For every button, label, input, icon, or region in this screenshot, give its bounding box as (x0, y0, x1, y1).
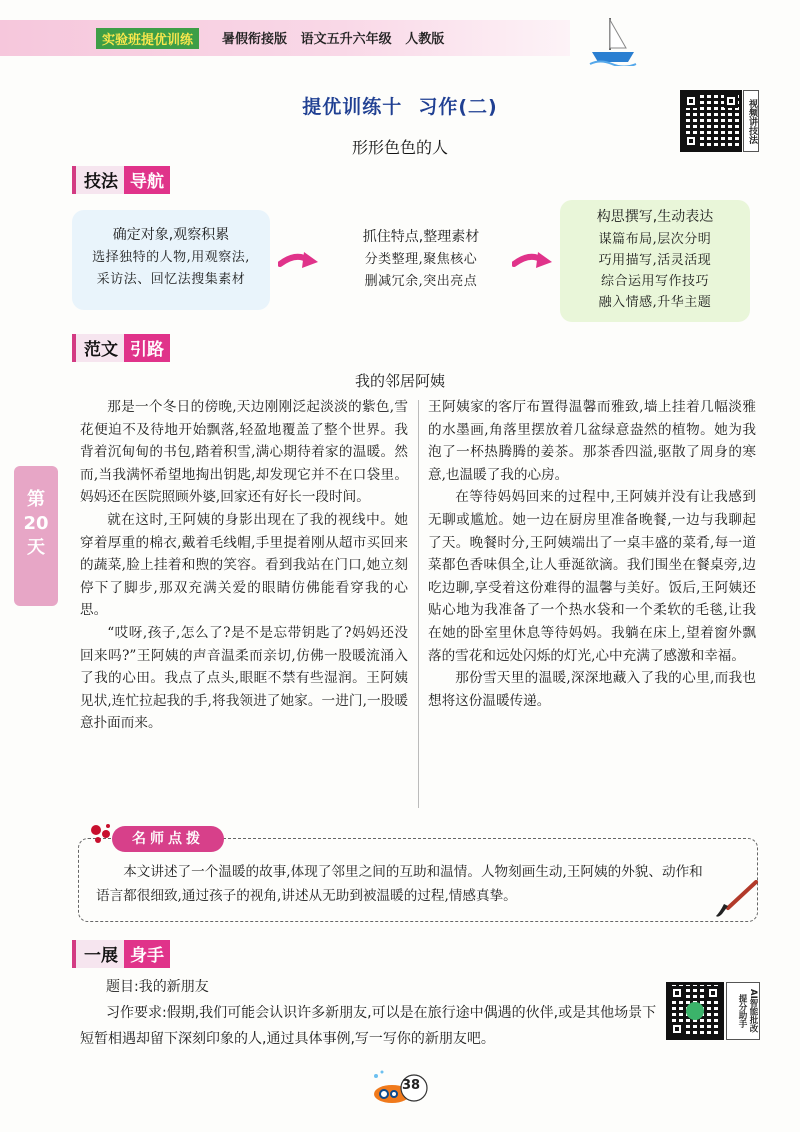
article-paragraph: 王阿姨家的客厅布置得温馨而雅致,墙上挂着几幅淡雅的水墨画,角落里摆放着几盆绿意盎然的植物。她为我泡了一杯热腾腾的姜茶。那茶香四溢,驱散了周身的寒意,也温暖了我的心房。 (428, 399, 756, 483)
column-divider (418, 400, 419, 808)
article-paragraph: 那是一个冬日的傍晚,天边刚刚泛起淡淡的紫色,雪花便迫不及待地开始飘落,轻盈地覆盖了整个世界。我背着沉甸甸的书包,踏着积雪,满心期待着家的温暖。然而,当我满怀希望地掏出钥匙,却发现它并不在口袋里。妈妈还在医院照顾外婆,回家还有好长一段时间。 (80, 399, 408, 506)
header-info (222, 28, 444, 47)
section-model-header: 范文 引路 (72, 334, 170, 362)
arrow-right-icon (278, 248, 320, 272)
sailboat-icon (588, 14, 638, 66)
flow-step-1 (72, 210, 270, 310)
flow-step-line: 分类整理,聚焦核心 (364, 252, 478, 267)
flow-step-line: 谋篇布局,层次分明 (598, 232, 712, 247)
submarine-icon (370, 1068, 430, 1108)
article-paragraph: 那份雪天里的温暖,深深地藏入了我的心里,而我也想将这份温暖传递。 (428, 670, 756, 709)
flow-step-title: 构思撰写,生动表达 (596, 209, 714, 225)
brush-icon (712, 880, 760, 920)
article-column-left (80, 396, 408, 735)
flow-step-title: 抓住特点,整理素材 (362, 229, 480, 245)
flow-step-line: 采访法、回忆法搜集素材 (96, 272, 246, 287)
teacher-tip-label: 名师点拨 (112, 826, 224, 852)
article-paragraph: 就在这时,王阿姨的身影出现在了我的视线中。她穿着厚重的棉衣,戴着毛线帽,手里提着刚从超市买回来的蔬菜,脸上挂着和煦的笑容。看到我站在门口,她立刻停下了脚步,那双充满关爱的眼睛仿佛能看穿我的心思。 (80, 511, 408, 619)
qr-tag: 视频讲技法 (743, 90, 759, 152)
teacher-tip-text: 本文讲述了一个温暖的故事,体现了邻里之间的互助和温情。人物刻画生动,王阿姨的外貌、动作和语言都很细致,通过孩子的视角,讲述从无助到被温暖的过程,情感真挚。 (96, 864, 703, 904)
flow-step-line: 融入情感,升华主题 (598, 295, 712, 310)
section-method-header: 技法 导航 (72, 166, 170, 194)
practice-prompt (80, 974, 660, 1052)
flow-step-line: 巧用描写,活灵活现 (598, 253, 712, 268)
article-paragraph: 在等待妈妈回来的过程中,王阿姨并没有让我感到无聊或尴尬。她一边在厨房里准备晚餐,一边与我聊起了天。晚餐时分,王阿姨端出了一桌丰盛的菜肴,每一道菜都色香味俱全,让人垂涎欲滴。我们围坐在餐桌旁,边吃边聊,享受着这份难得的温馨与美好。饭后,王阿姨还贴心地为我准备了一个热水袋和一个柔软的毛毯,让我在她的卧室里休息等待妈妈。我躺在床上,望着窗外飘落的雪花和远处闪烁的灯光,心中充满了感激和幸福。 (428, 489, 756, 664)
section-practice-header: 一展 身手 (72, 940, 170, 968)
page-title: 提优训练十 习作(二) (302, 96, 498, 118)
page-subtitle: 形形色色的人 (351, 138, 448, 157)
article-column-right (428, 396, 756, 712)
arrow-right-icon (512, 248, 554, 272)
practice-topic: 题目:我的新朋友 (106, 979, 209, 995)
qr-code-ai[interactable] (666, 982, 724, 1040)
flow-step-title: 确定对象,观察积累 (112, 227, 230, 243)
article-paragraph: “哎呀,孩子,怎么了?是不是忘带钥匙了?妈妈还没回来吗?”王阿姨的声音温柔而亲切,仿佛一股暖流涌入了我的心田。我点了点头,眼眶不禁有些湿润。王阿姨见状,连忙拉起我的手,将我领进了她家。一进门,一股暖意扑面而来。 (80, 624, 408, 732)
practice-requirement: 习作要求:假期,我们可能会认识许多新朋友,可以是在旅行途中偶遇的伙伴,或是其他场景下短暂相遇却留下深刻印象的人,通过具体事例,写一写你的新朋友吧。 (80, 1005, 657, 1047)
series-name: 实验班提优训练 (96, 28, 199, 49)
day-tab: 第 20 天 (14, 466, 58, 606)
edition: 暑假衔接版 (222, 32, 288, 47)
flow-step-line: 删减冗余,突出亮点 (364, 274, 478, 289)
flow-step-line: 选择独特的人物,用观察法, (92, 250, 250, 265)
subject: 语文五升六年级 (300, 32, 392, 47)
qr-ai-tag: AI智能批改 提分助手 (726, 982, 760, 1040)
flow-step-line: 综合运用写作技巧 (600, 274, 709, 289)
page-number: 38 (370, 1068, 430, 1108)
publisher: 人教版 (405, 32, 445, 47)
article-title: 我的邻居阿姨 (354, 372, 445, 390)
qr-code[interactable] (680, 90, 742, 152)
flow-step-2 (336, 218, 506, 306)
flow-step-3 (560, 200, 750, 322)
